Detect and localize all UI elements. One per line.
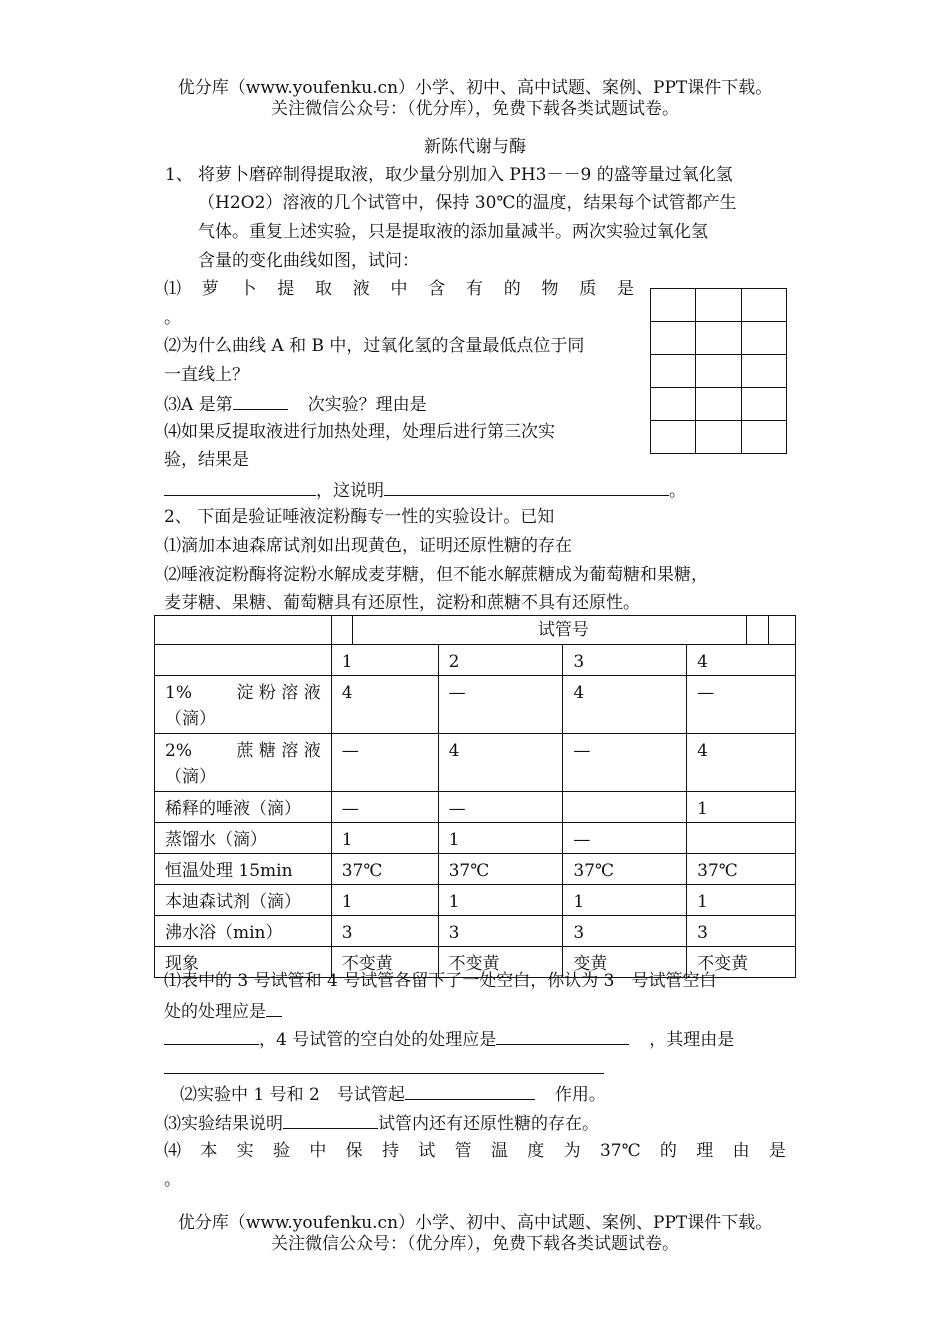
table-cell-blank[interactable]: [563, 792, 687, 823]
q1-graph-grid: [650, 288, 787, 454]
table-cell: 不变黄: [331, 947, 438, 978]
q2-a-line-1: ⑴表中的 3 号试管和 4 号试管各留下了一处空白，你认为 3 号试管空白: [164, 971, 717, 991]
table-cell: 3: [438, 916, 563, 947]
q2-d-char: 由: [732, 1141, 750, 1161]
table-row: [155, 676, 796, 734]
q2-known-1: ⑴滴加本迪森席试剂如出现黄色，证明还原性糖的存在: [164, 536, 572, 556]
row-label-unit: （滴）: [165, 709, 216, 729]
q2-d-char: 37℃: [599, 1141, 641, 1161]
q2-a-reason-blank[interactable]: [164, 1073, 604, 1074]
table-row: [155, 916, 796, 947]
q2-a-tube4-blank[interactable]: [496, 1028, 629, 1045]
q1-number: 1、: [165, 165, 193, 185]
q1-sub1-char: 萝: [201, 279, 219, 299]
row-label: 1% 淀 粉 溶 液: [165, 683, 321, 703]
row-label: 现象: [155, 947, 332, 978]
q2-d-char: ⑷: [164, 1141, 181, 1161]
table-cell: 不变黄: [438, 947, 563, 978]
row-label: 沸水浴（min）: [155, 916, 332, 947]
table-cell: 1: [331, 885, 438, 916]
table-cell: 3: [563, 916, 687, 947]
q1-sub1: [164, 279, 634, 299]
table-cell: 4: [687, 734, 796, 792]
table-cell: —: [563, 823, 687, 854]
q2-d-char: 为: [563, 1141, 581, 1161]
q2-d-char: 是: [768, 1141, 786, 1161]
table-cell: —: [438, 676, 563, 734]
q1-sub4-end: 。: [669, 481, 686, 501]
q1-sub1-char: 卜: [239, 279, 257, 299]
tube-number: 3: [563, 645, 687, 676]
table-cell: —: [687, 676, 796, 734]
header-line-1: 优分库（www.youfenku.cn）小学、初中、高中试题、案例、PPT课件下载。: [177, 78, 773, 98]
q1-sub1-char: 液: [352, 279, 370, 299]
q2-b-end: 作用。: [554, 1085, 606, 1105]
q2-known-2-line-2: 麦芽糖、果糖、葡萄糖具有还原性，淀粉和蔗糖不具有还原性。: [164, 593, 640, 613]
tube-number: 4: [687, 645, 796, 676]
row-label: 稀释的唾液（滴）: [155, 792, 332, 823]
q2-d-char: 本: [200, 1141, 218, 1161]
table-cell: 4: [331, 676, 438, 734]
table-cell-blank[interactable]: [687, 823, 796, 854]
table-cell: 1: [438, 823, 563, 854]
row-label: 蒸馏水（滴）: [155, 823, 332, 854]
q2-a-blank-start[interactable]: [266, 1000, 282, 1017]
q1-text-line-2: （H2O2）溶液的几个试管中，保持 30℃的温度，结果每个试管都产生: [198, 193, 737, 213]
q1-sub1-char: 有: [466, 279, 483, 299]
q2-a-label: 处的处理应是: [164, 1002, 266, 1022]
experiment-table: [154, 615, 796, 978]
table-cell: 1: [563, 885, 687, 916]
table-cell: 变黄: [563, 947, 687, 978]
footer-line-1: 优分库（www.youfenku.cn）小学、初中、高中试题、案例、PPT课件下载。: [177, 1213, 773, 1233]
q2-d-line: [164, 1141, 786, 1161]
table-cell: 1: [438, 885, 563, 916]
q1-sub3-reason: 次实验？理由是: [307, 395, 427, 415]
q2-d-char: 保: [345, 1141, 363, 1161]
q2-d-char: 持: [381, 1141, 399, 1161]
tube-number: 1: [331, 645, 438, 676]
q2-b-line: [180, 1083, 606, 1105]
table-cell: 3: [331, 916, 438, 947]
table-cell: —: [331, 734, 438, 792]
q2-a-line-3: [164, 1028, 734, 1050]
table-cell: —: [563, 734, 687, 792]
table-cell: 37℃: [687, 854, 796, 885]
q2-intro: 2、 下面是验证唾液淀粉酶专一性的实验设计。已知: [164, 507, 555, 527]
page-title: 新陈代谢与酶: [424, 137, 526, 157]
row-label-unit: （滴）: [165, 767, 216, 787]
q2-d-char: 中: [309, 1141, 327, 1161]
q2-d-char: 理: [696, 1141, 714, 1161]
q2-b-label: ⑵实验中 1 号和 2 号试管起: [180, 1085, 405, 1105]
table-cell: 1: [687, 792, 796, 823]
q1-sub1-char: 取: [315, 279, 332, 299]
q2-d-char: 管: [454, 1141, 472, 1161]
header-line-2: 关注微信公众号：（优分库），免费下载各类试题试卷。: [271, 99, 679, 119]
q1-sub1-char: 物: [541, 279, 559, 299]
q2-d-char: 温: [490, 1141, 508, 1161]
row-label: 恒温处理 15min: [155, 854, 332, 885]
row-label: 2% 蔗 糖 溶 液: [165, 741, 321, 761]
q2-d-char: 的: [659, 1141, 677, 1161]
q2-known-2-line-1: ⑵唾液淀粉酶将淀粉水解成麦芽糖，但不能水解蔗糖成为葡萄糖和果糖，: [164, 565, 708, 585]
q1-sub1-char: 提: [277, 279, 295, 299]
table-cell: 37℃: [331, 854, 438, 885]
q2-d-char: 验: [272, 1141, 290, 1161]
q2-a-tube4-label: ，4 号试管的空白处的处理应是: [259, 1030, 497, 1050]
q1-sub4-line-1: ⑷如果反提取液进行加热处理，处理后进行第三次实: [164, 422, 555, 442]
q1-text-line-1: 将萝卜磨碎制得提取液，取少量分别加入 PH3－－9 的盛等量过氧化氢: [198, 165, 733, 185]
q1-sub2-line-2: 一直线上？: [164, 365, 249, 385]
table-header-tube-number: 试管号: [537, 620, 589, 640]
tube-number: 2: [438, 645, 563, 676]
q2-a-line-2: [164, 1000, 282, 1022]
table-cell: 1: [331, 823, 438, 854]
q1-sub1-end: 。: [164, 308, 181, 328]
q1-sub4-line-2: 验，结果是: [164, 450, 249, 470]
q1-sub1-char: 的: [503, 279, 521, 299]
table-cell: 1: [687, 885, 796, 916]
q1-sub1-char: 含: [428, 279, 446, 299]
table-cell: 3: [687, 916, 796, 947]
q2-a-reason-label: ，其理由是: [649, 1030, 735, 1050]
row-label: 本迪森试剂（滴）: [155, 885, 332, 916]
q1-sub4-result-blank[interactable]: [164, 479, 316, 496]
q2-d-char: 试: [418, 1141, 436, 1161]
q1-sub1-char: ⑴: [164, 279, 181, 299]
q1-sub4-explain-label: ，这说明: [316, 481, 384, 501]
table-row: [155, 792, 796, 823]
q1-sub1-char: 中: [390, 279, 408, 299]
q1-sub3-label: ⑶A 是第: [164, 395, 233, 415]
q1-sub1-char: 是: [617, 279, 634, 299]
q1-text-line-3: 气体。重复上述实验，只是提取液的添加量减半。两次实验过氧化氢: [198, 222, 708, 242]
table-cell: 4: [563, 676, 687, 734]
q1-sub1-char: 质: [579, 279, 597, 299]
q2-a-tube3-blank[interactable]: [164, 1028, 259, 1045]
footer-line-2: 关注微信公众号：（优分库），免费下载各类试题试卷。: [271, 1234, 679, 1254]
q1-text-line-4: 含量的变化曲线如图，试问：: [198, 251, 419, 271]
q2-d-end: 。: [164, 1170, 181, 1190]
q2-c-blank[interactable]: [283, 1112, 378, 1129]
table-cell: 不变黄: [687, 947, 796, 978]
q2-c-label: ⑶实验结果说明: [164, 1114, 283, 1134]
q1-sub3: [164, 393, 427, 415]
q1-sub2-line-1: ⑵为什么曲线 A 和 B 中，过氧化氢的含量最低点位于同: [164, 336, 585, 356]
table-cell: 4: [438, 734, 563, 792]
table-cell: —: [331, 792, 438, 823]
q2-c-end: 试管内还有还原性糖的存在。: [378, 1114, 599, 1134]
table-row: [155, 734, 796, 792]
table-cell: 37℃: [563, 854, 687, 885]
table-cell: 37℃: [438, 854, 563, 885]
q2-c-line: [164, 1112, 599, 1134]
table-row: [155, 885, 796, 916]
q1-sub4-line-3: [164, 479, 686, 501]
q2-d-char: 度: [527, 1141, 545, 1161]
q1-sub4-explain-blank[interactable]: [384, 479, 669, 496]
q1-sub3-blank[interactable]: [233, 393, 288, 410]
q2-b-blank[interactable]: [405, 1083, 535, 1100]
table-cell: —: [438, 792, 563, 823]
table-row: [155, 823, 796, 854]
table-row: [155, 854, 796, 885]
q2-d-char: 实: [236, 1141, 254, 1161]
